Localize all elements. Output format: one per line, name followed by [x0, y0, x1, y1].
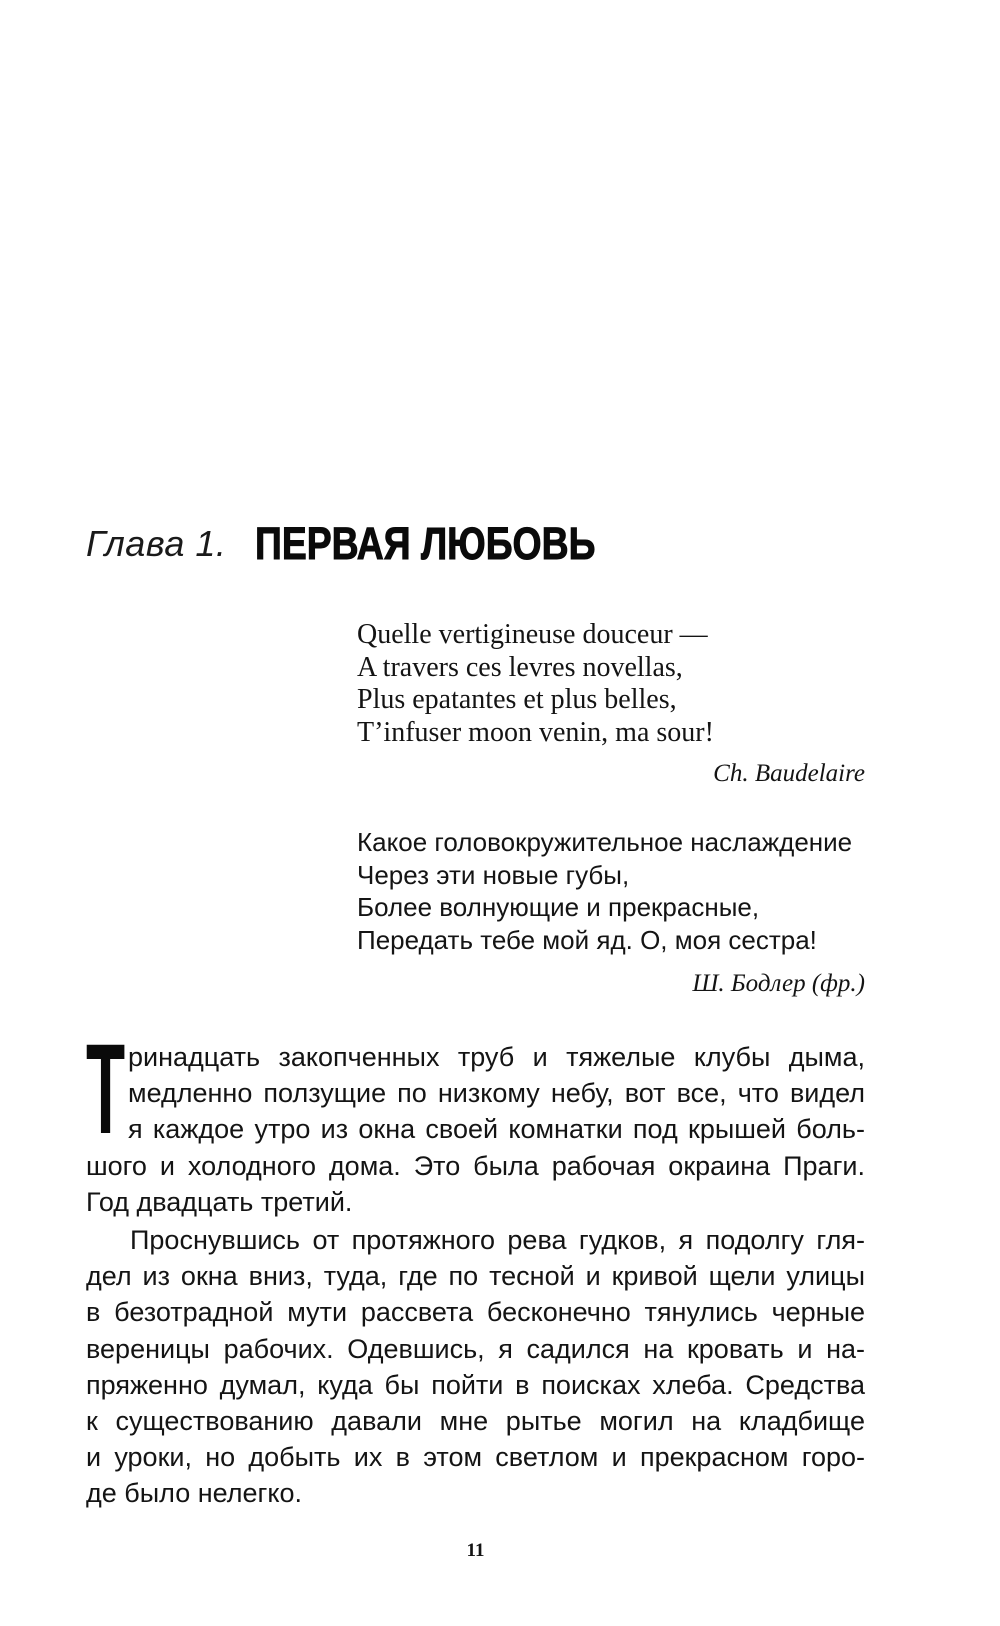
paragraph — [86, 1222, 865, 1512]
epigraph-attribution: Ch. Baudelaire — [713, 760, 865, 787]
epigraph-line: Quelle vertigineuse douceur — — [357, 619, 708, 650]
epigraph-line: Передать тебе мой яд. О, моя сестра! — [357, 925, 817, 956]
body-line: Проснувшись от протяжного рева гудков, я подолгу гля- — [130, 1225, 865, 1255]
drop-cap: Т — [86, 1018, 126, 1161]
epigraph-attribution: Ш. Бодлер (фр.) — [692, 970, 865, 997]
epigraph-french — [357, 619, 714, 749]
body-line: дел из окна вниз, туда, где по тесной и кривой щели улицы — [86, 1261, 865, 1292]
epigraph-line: Какое головокружительное наслаждение — [357, 827, 853, 857]
epigraph-russian — [357, 826, 852, 957]
body-line: и уроки, но добыть их в этом светлом и прекрасном горо- — [86, 1442, 865, 1473]
chapter-label: Глава 1. — [86, 523, 227, 564]
epigraph-line: A travers ces levres novellas, — [357, 651, 683, 683]
body-line: ринадцать закопченных труб и тяжелые клубы дыма, — [128, 1042, 865, 1072]
body-line: в безотрадной мути рассвета бесконечно тянулись черные — [86, 1297, 865, 1328]
chapter-title: ПЕРВАЯ ЛЮБОВЬ — [255, 518, 596, 569]
body-line: вереницы рабочих. Одевшись, я садился на кровать и на- — [86, 1333, 865, 1364]
body-line: де было нелегко. — [86, 1478, 302, 1509]
body-line: Год двадцать третий. — [86, 1186, 353, 1217]
epigraph-line: Plus epatantes et plus belles, — [357, 684, 677, 715]
paragraph — [86, 1039, 865, 1220]
page-number: 11 — [466, 1540, 485, 1561]
epigraph-line: Через эти новые губы, — [357, 859, 630, 890]
body-line: к существованию давали мне рытье могил на кладбище — [86, 1405, 865, 1436]
chapter-heading — [86, 516, 596, 572]
epigraph-line: T’infuser moon venin, ma sour! — [357, 716, 714, 748]
body-line: шого и холодного дома. Это была рабочая окраина Праги. — [86, 1150, 865, 1181]
body-line: пряженно думал, куда бы пойти в поисках хлеба. Средства — [86, 1369, 865, 1400]
epigraph-line: Более волнующие и прекрасные, — [357, 892, 760, 923]
body-line: медленно ползущие по низкому небу, вот все, что видел — [128, 1078, 865, 1109]
body-line: я каждое утро из окна своей комнатки под крышей боль- — [128, 1114, 865, 1145]
